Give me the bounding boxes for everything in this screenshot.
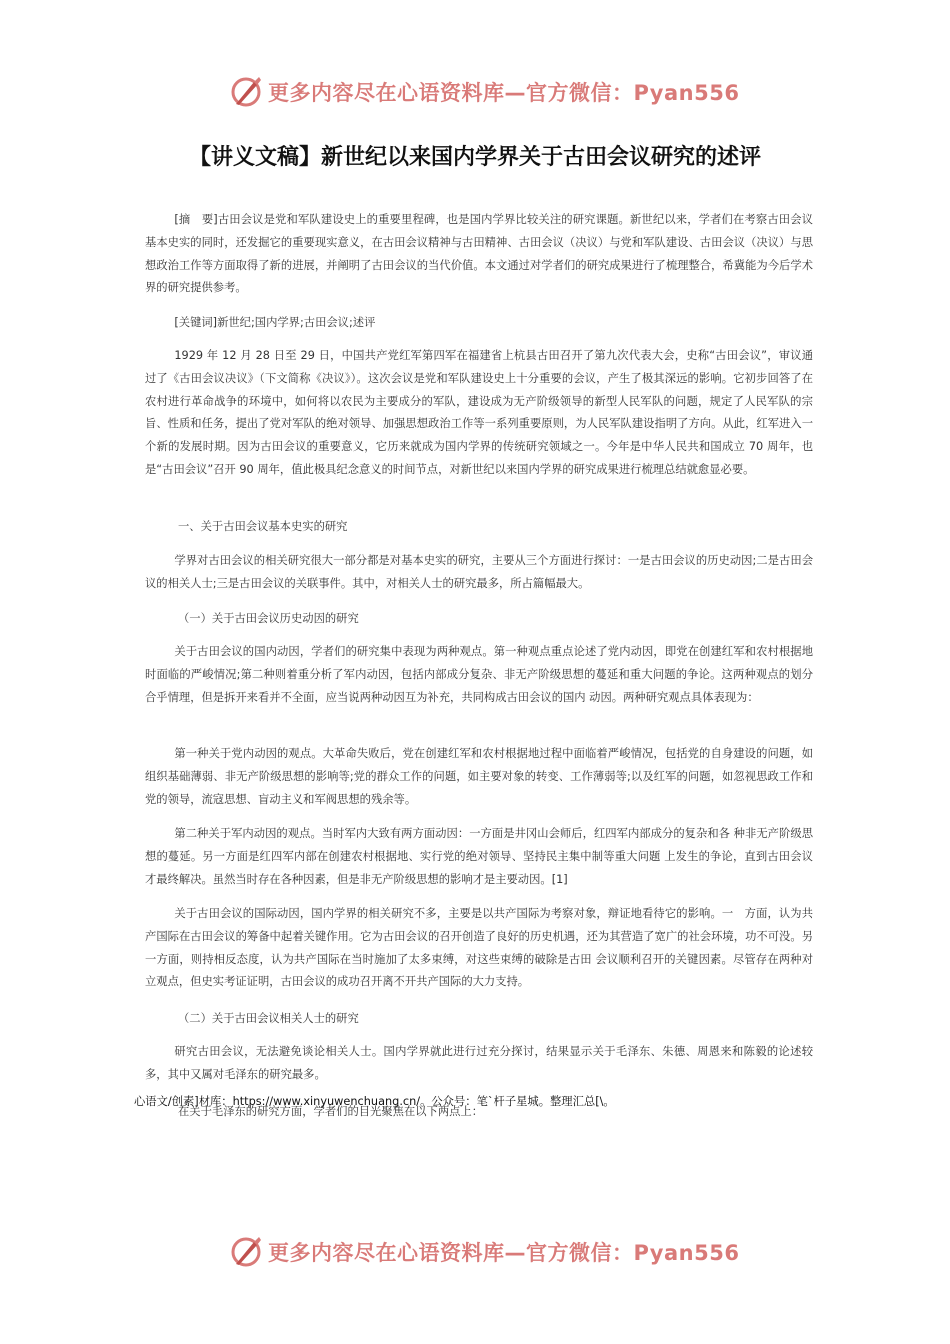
international-paragraph: 关于古田会议的国际动因，国内学界的相关研究不多，主要是以共产国际为考察对象，辩证地看待它的影响。一 方面，认为共产国际在古田会议的筹备中起着关键作用。它为古田会议的召开创造了良好的历史机遇，还为其营造了宽广的社会环境，功不可没。另一方面，则持相反态度，认为共产国际在当时施加了太多束缚，对这些束缚的破除是古田 会议顺利召开的关键因素。尽管存在两种对立观点，但史实考证证明，古田会议的成功召开离不开共产国际的大力支持。 [145, 907, 813, 989]
keywords-line: [关键词]新世纪;国内学界;古田会议;述评 [174, 316, 376, 329]
quill-pen-logo-icon [228, 74, 264, 110]
intro-paragraph: 1929 年 12 月 28 日至 29 日，中国共产党红军第四军在福建省上杭县古田召开了第九次代表大会，史称“古田会议”，审议通过了《古田会议决议》（下文简称《决议》）。这次会议是党和军队建设史上十分重要的会议，产生了极其深远的影响。它初步回答了在农村进行革命战争的环境中，如何将以农民为主要成分的军队，建设成为无产阶级领导的新型人民军队的问题，规定了人民军队的宗旨、性质和任务，提出了党对军队的绝对领导、加强思想政治工作等一系列重要原则，为人民军队建设指明了方向。从此，红军进入一个新的发展时期。因为古田会议的重要意义，它历来就成为国内学界的传统研究领域之一。今年是中华人民共和国成立 70 周年，也是“古田会议”召开 90 周年，值此极具纪念意义的时间节点，对新世纪以来国内学界的研究成果进行梳理总结就愈显必要。 [145, 349, 813, 476]
subsection2-paragraph: 研究古田会议，无法避免谈论相关人士。国内学界就此进行过充分探讨，结果显示关于毛泽东、朱德、周恩来和陈毅的论述较多，其中又属对毛泽东的研究最多。 [145, 1045, 813, 1081]
quill-pen-logo-icon [228, 1234, 264, 1270]
banner-text: 更多内容尽在心语资料库—官方微信：Pyan556 [268, 1241, 740, 1265]
subsection-heading-2: （二）关于古田会议相关人士的研究 [178, 1012, 359, 1025]
header-banner [0, 72, 950, 112]
section-heading-1: 一、关于古田会议基本史实的研究 [178, 520, 348, 533]
footer-banner [0, 1232, 950, 1272]
view-two-paragraph: 第二种关于军内动因的观点。当时军内大致有两方面动因：一方面是井冈山会师后，红四军内部成分的复杂和各 种非无产阶级思想的蔓延。另一方面是红四军内部在创建农村根据地、实行党的绝对领导、坚持民主集中制等重大问题 上发生的争论，直到古田会议才最终解决。虽然当时存在各种因素，但是非无产阶级思想的影响才是主要动因。[1] [145, 827, 813, 886]
section1-paragraph: 学界对古田会议的相关研究很大一部分都是对基本史实的研究，主要从三个方面进行探讨：一是古田会议的历史动因;二是古田会议的相关人士;三是古田会议的关联事件。其中，对相关人士的研究最多，所占篇幅最大。 [145, 554, 813, 590]
banner-text: 更多内容尽在心语资料库—官方微信：Pyan556 [268, 81, 740, 105]
mao-intro-line: 在关于毛泽东的研究方面，学者们的目光聚焦在以下两点上： [178, 1105, 484, 1118]
subsection1-paragraph: 关于古田会议的国内动因，学者们的研究集中表现为两种观点。第一种观点重点论述了党内动因，即党在创建红军和农村根据地时面临的严峻情况;第二种则着重分析了军内动因，包括内部成分复杂、非无产阶级思想的蔓延和重大问题的争论。这两种观点的划分合乎情理，但是拆开来看并不全面，应当说两种动因互为补充，共同构成古田会议的国内 动因。两种研究观点具体表现为： [145, 645, 813, 704]
document-title: 【讲义文稿】新世纪以来国内学界关于古田会议研究的述评 [188, 145, 761, 170]
view-one-paragraph: 第一种关于党内动因的观点。大革命失败后，党在创建红军和农村根据地过程中面临着严峻情况，包括党的自身建设的问题，如组织基础薄弱、非无产阶级思想的影响等;党的群众工作的问题，如主要对象的转变、工作薄弱等;以及红军的问题，如忽视思政工作和党的领导，流寇思想、盲动主义和军阀思想的残余等。 [145, 747, 813, 806]
subsection-heading-1: （一）关于古田会议历史动因的研究 [178, 612, 359, 625]
abstract-paragraph: [摘 要]古田会议是党和军队建设史上的重要里程碑，也是国内学界比较关注的研究课题。新世纪以来，学者们在考察古田会议基本史实的同时，还发掘它的重要现实意义，在古田会议精神与古田精神、古田会议（决议）与党和军队建设、古田会议（决议）与思想政治工作等方面取得了新的进展，并阐明了古田会议的当代价值。本文通过对学者们的研究成果进行了梳理整合，希冀能为今后学术界的研究提供参考。 [145, 213, 813, 295]
source-note: 心语文/创素]材库：https://www.xinyuwenchuang.cn/。公众号：笔`杆子星城。整理汇总[\。 [134, 1095, 615, 1108]
